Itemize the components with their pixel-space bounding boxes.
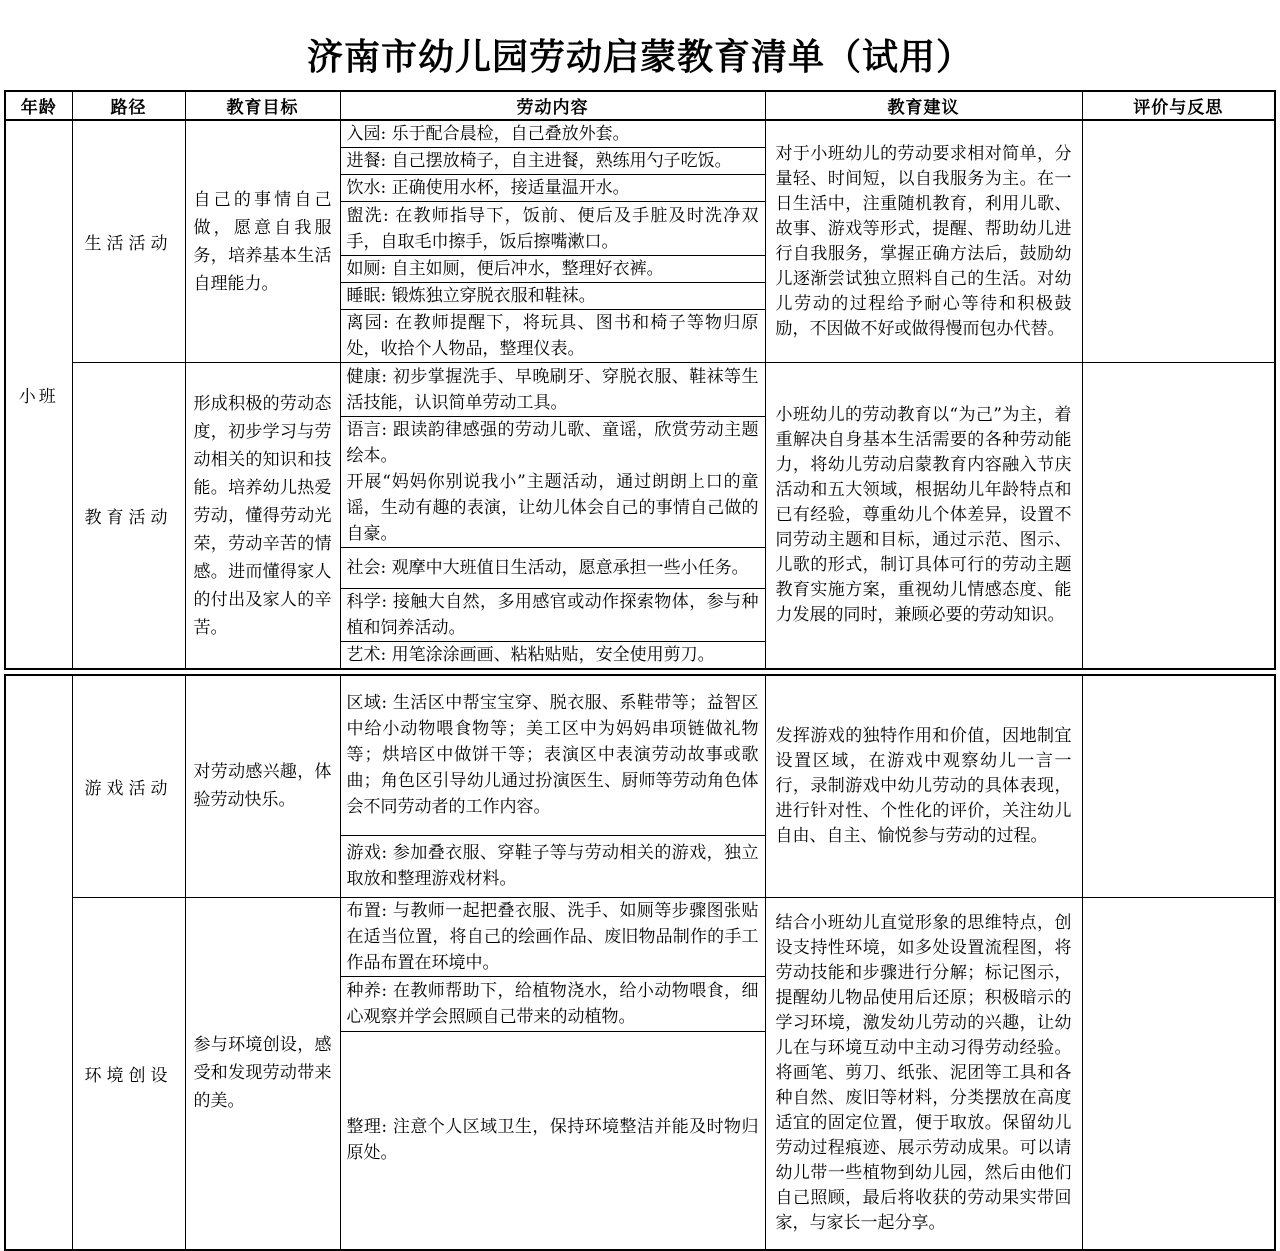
labor-item-text: 区域: 生活区中帮宝宝穿、脱衣服、系鞋带等；益智区中给小动物喂食物等；美工区中为妈妈串项链做礼物等；烘培区中做饼干等；表演区中表演劳动故事或歌曲；角色区引导幼儿通过扮演医生、厨师等劳动角色体会不同劳动者的工作内容。 [346,693,759,818]
table-row [5,675,1275,835]
header-evaluation: 评价与反思 [1082,91,1275,120]
labor-item-text: 整理: 注意个人区域卫生，保持环境整洁并能及时物归原处。 [346,1117,759,1164]
age-cell: 小班 [5,120,72,669]
age-cell-continued [5,675,72,1250]
labor-item-text: 布置: 与教师一起把叠衣服、洗手、如厕等步骤图张贴在适当位置，将自己的绘画作品、废旧物品制作的手工作品布置在环境中。 [346,900,759,973]
table-row [5,897,1275,976]
labor-item-text: 科学: 接触大自然，多用感官或动作探索物体，参与种植和饲养活动。 [346,592,759,639]
evaluation-cell-life-activity [1082,120,1275,363]
labor-item-cell [340,256,765,283]
header-goal: 教育目标 [185,91,340,120]
labor-item-text: 游戏: 参加叠衣服、穿鞋子等与劳动相关的游戏，独立取放和整理游戏材料。 [346,843,759,890]
labor-item-cell [340,835,765,897]
labor-item-text: 艺术: 用笔涂涂画画、粘粘贴贴，安全使用剪刀。 [346,645,715,666]
suggestion-cell-life-activity: 对于小班幼儿的劳动要求相对简单，分量轻、时间短，以自我服务为主。在一日生活中，注重随机教育，利用儿歌、故事、游戏等形式，提醒、帮助幼儿进行自我服务，掌握正确方法后，鼓励幼儿逐渐尝试独立照料自己的生活。对幼儿劳动的过程给予耐心等待和积极鼓励，不因做不好或做得慢而包办代替。 [765,120,1082,363]
labor-education-table-block2 [4,674,1276,1251]
labor-item-text: 离园: 在教师提醒下，将玩具、图书和椅子等物归原处，收拾个人物品，整理仪表。 [346,313,759,360]
labor-item-text: 开展“妈妈你别说我小”主题活动，通过朗朗上口的童谣，生动有趣的表演，让幼儿体会自己的事情自己做的自豪。 [346,472,759,545]
labor-item-cell [340,202,765,256]
labor-item-cell [340,417,765,548]
header-age: 年龄 [5,91,72,120]
path-cell-game-activity: 游戏活动 [72,675,185,897]
labor-item-text: 入园: 乐于配合晨检，自己叠放外套。 [346,124,630,145]
evaluation-cell-game-activity [1082,675,1275,897]
labor-item-cell [340,548,765,589]
suggestion-cell-environment-creation: 结合小班幼儿直觉形象的思维特点，创设支持性环境，如多处设置流程图，将劳动技能和步骤进行分解；标记图示，提醒幼儿物品使用后还原；积极暗示的学习环境，激发幼儿劳动的兴趣，让幼儿在与环境互动中主动习得劳动经验。将画笔、剪刀、纸张、泥团等工具和各种自然、废旧等材料，分类摆放在高度适宜的固定位置，便于取放。保留幼儿劳动过程痕迹、展示劳动成果。可以请幼儿带一些植物到幼儿园，然后由他们自己照顾，最后将收获的劳动果实带回家，与家长一起分享。 [765,897,1082,1250]
table-header-row [5,91,1275,120]
labor-item-cell [340,675,765,835]
labor-item-text: 健康: 初步掌握洗手、早晚刷牙、穿脱衣服、鞋袜等生活技能，认识简单劳动工具。 [346,366,759,413]
labor-item-cell [340,363,765,417]
labor-item-text: 如厕: 自主如厕，便后冲水，整理好衣裤。 [346,259,664,280]
labor-item-cell [340,310,765,363]
labor-item-cell [340,283,765,310]
goal-cell-game-activity: 对劳动感兴趣，体验劳动快乐。 [185,675,340,897]
path-cell-environment-creation: 环境创设 [72,897,185,1250]
header-labor-content: 劳动内容 [340,91,765,120]
labor-item-text: 睡眠: 锻炼独立穿脱衣服和鞋袜。 [346,286,596,307]
path-cell-life-activity: 生活活动 [72,120,185,363]
labor-item-cell [340,976,765,1031]
labor-item-cell [340,1031,765,1250]
labor-item-text: 饮水: 正确使用水杯，接适量温开水。 [346,178,630,199]
goal-cell-education-activity: 形成积极的劳动态度，初步学习与劳动相关的知识和技能。培养幼儿热爱劳动，懂得劳动光荣，劳动辛苦的情感。进而懂得家人的付出及家人的辛苦。 [185,363,340,670]
labor-item-cell [340,589,765,642]
labor-item-text: 社会: 观摩中大班值日生活动，愿意承担一些小任务。 [346,558,749,579]
labor-item-cell [340,120,765,148]
labor-item-text: 进餐: 自己摆放椅子，自主进餐，熟练用勺子吃饭。 [346,151,732,172]
goal-cell-environment-creation: 参与环境创设，感受和发现劳动带来的美。 [185,897,340,1250]
labor-item-cell [340,148,765,175]
labor-education-table-block1 [4,90,1276,670]
labor-item-text: 盥洗: 在教师指导下，饭前、便后及手脏及时洗净双手，自取毛巾擦手，饭后擦嘴漱口。 [346,205,759,252]
suggestion-cell-education-activity: 小班幼儿的劳动教育以“为己”为主，着重解决自身基本生活需要的各种劳动能力，将幼儿劳动启蒙教育内容融入节庆活动和五大领域，根据幼儿年龄特点和已有经验，尊重幼儿个体差异，设置不同劳动主题和目标，通过示范、图示、儿歌的形式，制订具体可行的劳动主题教育实施方案，重视幼儿情感态度、能力发展的同时，兼顾必要的劳动知识。 [765,363,1082,670]
page-title: 济南市幼儿园劳动启蒙教育清单（试用） [306,36,973,78]
header-path: 路径 [72,91,185,120]
evaluation-cell-environment-creation [1082,897,1275,1250]
table-row [5,120,1275,148]
goal-cell-life-activity: 自己的事情自己做，愿意自我服务，培养基本生活自理能力。 [185,120,340,363]
labor-item-text: 种养: 在教师帮助下，给植物浇水，给小动物喂食，细心观察并学会照顾自己带来的动植物。 [346,980,759,1027]
path-cell-education-activity: 教育活动 [72,363,185,670]
table-row [5,363,1275,417]
labor-item-cell [340,175,765,202]
labor-item-cell [340,897,765,976]
suggestion-cell-game-activity: 发挥游戏的独特作用和价值，因地制宜设置区域，在游戏中观察幼儿一言一行，录制游戏中幼儿劳动的具体表现，进行针对性、个性化的评价，关注幼儿自由、自主、愉悦参与劳动的过程。 [765,675,1082,897]
labor-item-cell [340,642,765,670]
header-suggestion: 教育建议 [765,91,1082,120]
evaluation-cell-education-activity [1082,363,1275,670]
labor-item-text: 语言: 跟读韵律感强的劳动儿歌、童谣，欣赏劳动主题绘本。 [346,420,759,467]
